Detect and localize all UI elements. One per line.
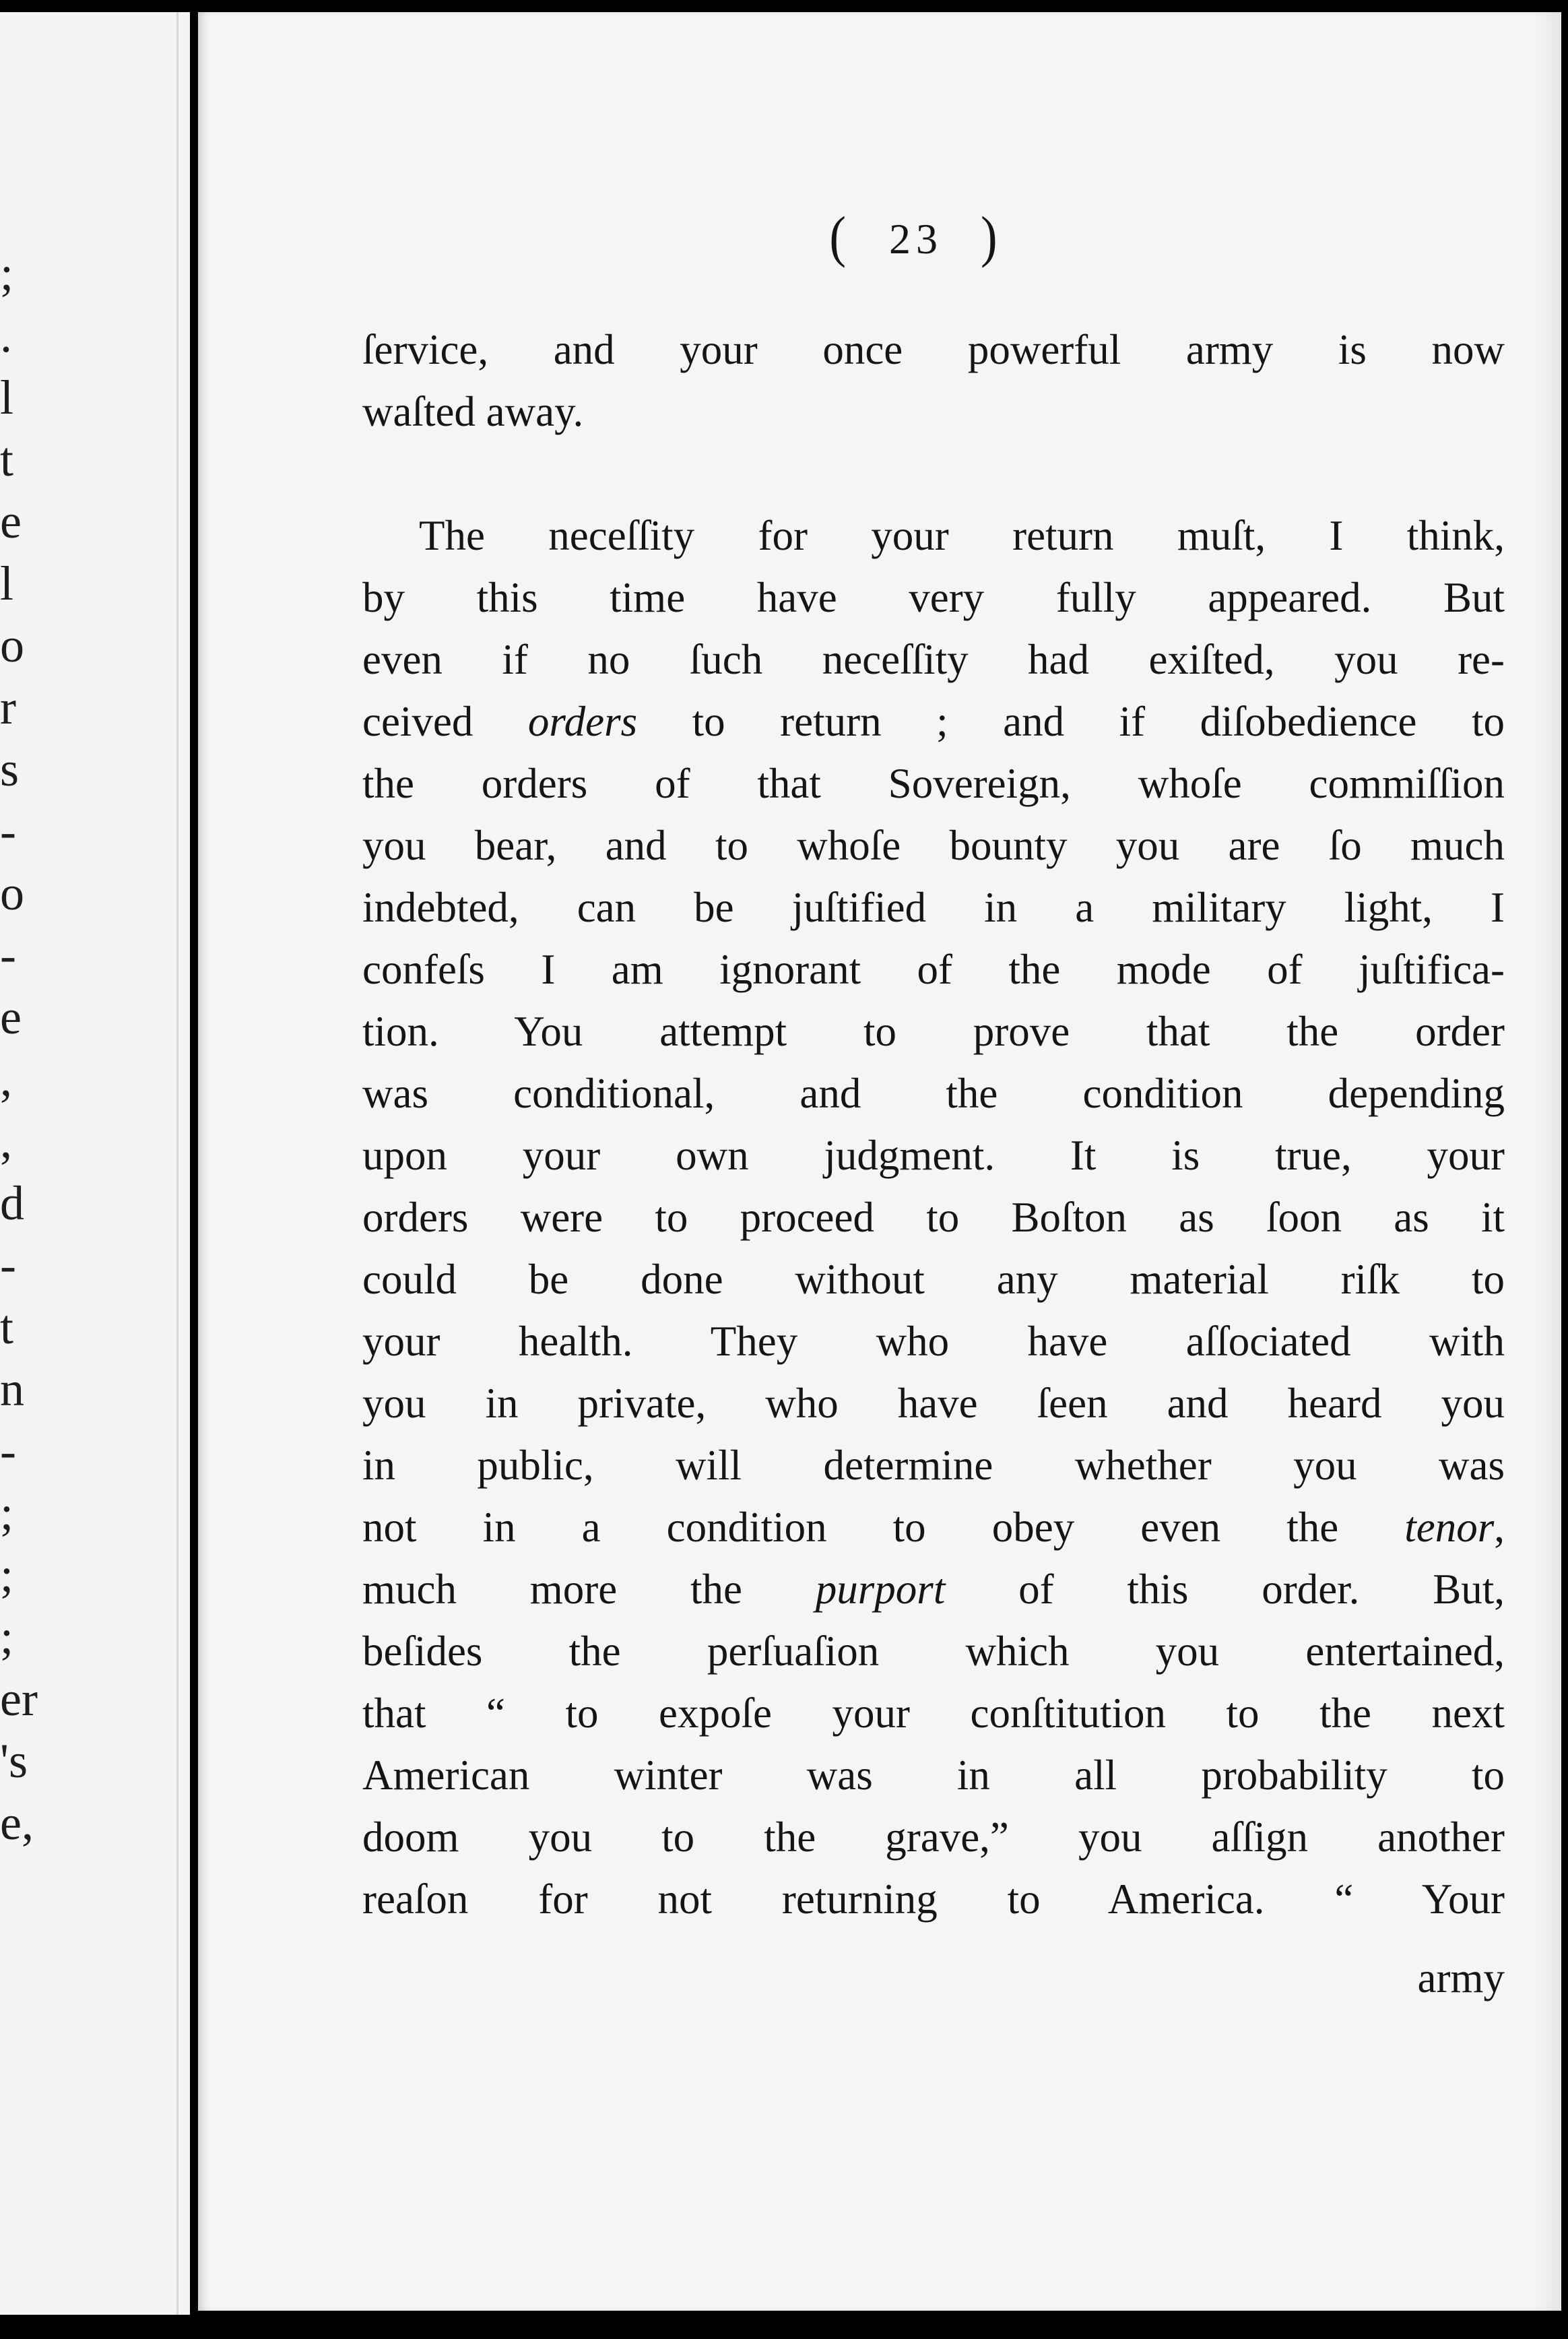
text-line: by this time have very fully appeared. But — [362, 574, 1505, 621]
edge-character: e, — [0, 1796, 34, 1850]
catchword: army — [1417, 1954, 1505, 2001]
edge-character: s — [0, 742, 20, 796]
edge-character: t — [0, 432, 14, 486]
edge-character: t — [0, 1300, 14, 1354]
text-line: The neceſſity for your return muſt, I think, — [419, 512, 1505, 559]
text-line: indebted, can be juſtified in a military light, I — [362, 884, 1505, 931]
right-page — [198, 12, 1561, 2311]
text-line: reaſon for not returning to America. “ Your — [362, 1876, 1505, 1923]
edge-character: l — [0, 371, 14, 424]
edge-character: e — [0, 990, 22, 1044]
text-line: ſervice, and your once powerful army is now — [362, 326, 1505, 373]
text-line: even if no ſuch neceſſity had exiſted, you re- — [362, 636, 1505, 683]
text-line: could be done without any material riſk to — [362, 1256, 1505, 1303]
edge-character: , — [0, 1052, 12, 1106]
text-line: American winter was in all probability to — [362, 1752, 1505, 1799]
edge-character: d — [0, 1176, 24, 1230]
page-number-value: 23 — [889, 215, 943, 263]
text-line: you in private, who have ſeen and heard you — [362, 1380, 1505, 1427]
italic-word: purport — [815, 1566, 946, 1613]
edge-character: er — [0, 1672, 38, 1726]
paragraph-break — [362, 443, 1505, 505]
text-line: beſides the perſuaſion which you entertained, — [362, 1628, 1505, 1675]
italic-word: orders — [527, 698, 638, 745]
edge-character: 's — [0, 1734, 28, 1788]
page-edge-shade — [1534, 12, 1561, 2311]
edge-character: n — [0, 1362, 24, 1416]
page-number-open-paren: ( — [829, 205, 851, 269]
text-segment: ceived — [362, 698, 528, 745]
text-line: was conditional, and the condition depending — [362, 1070, 1505, 1117]
text-segment: much more the — [362, 1566, 816, 1613]
text-line — [362, 1496, 1505, 1558]
edge-character: . — [0, 309, 12, 362]
text-line: you bear, and to whoſe bounty you are ſo much — [362, 822, 1505, 869]
edge-character: ; — [0, 247, 14, 300]
edge-character: o — [0, 866, 24, 920]
text-line: doom you to the grave,” you aſſign another — [362, 1814, 1505, 1861]
edge-character: - — [0, 928, 16, 982]
edge-character: ; — [0, 1610, 14, 1664]
edge-character: r — [0, 680, 16, 734]
edge-character: - — [0, 1238, 16, 1292]
text-segment: of this order. But, — [945, 1566, 1505, 1613]
text-segment: to return ; and if diſobedience to — [637, 698, 1505, 745]
left-page-fore-edge-line — [176, 12, 178, 2315]
text-line: that “ to expoſe your conſtitution to the next — [362, 1690, 1505, 1737]
text-line: your health. They who have aſſociated with — [362, 1318, 1505, 1365]
edge-character: ; — [0, 1548, 14, 1602]
italic-word: tenor — [1404, 1504, 1495, 1551]
text-line: waſted away. — [362, 388, 584, 435]
left-page-edge — [0, 12, 190, 2315]
edge-character: l — [0, 556, 14, 610]
edge-character: o — [0, 618, 24, 672]
text-segment: , — [1494, 1504, 1505, 1551]
edge-character: ; — [0, 1486, 14, 1540]
text-line — [362, 1558, 1505, 1620]
text-line: tion. You attempt to prove that the order — [362, 1008, 1505, 1055]
edge-character: - — [0, 804, 16, 858]
text-line: upon your own judgment. It is true, your — [362, 1132, 1505, 1179]
page-number-close-paren: ) — [981, 205, 1003, 269]
text-segment: not in a condition to obey even the — [362, 1504, 1405, 1551]
text-line: confeſs I am ignorant of the mode of juſtifica- — [362, 946, 1505, 993]
text-line: orders were to proceed to Boſton as ſoon as it — [362, 1194, 1505, 1241]
edge-character: - — [0, 1424, 16, 1478]
text-line: the orders of that Sovereign, whoſe commiſſion — [362, 760, 1505, 807]
book-gutter — [190, 0, 198, 2339]
text-line — [362, 691, 1505, 752]
page-number — [700, 205, 1132, 269]
text-line: in public, will determine whether you was — [362, 1442, 1505, 1489]
edge-character: e — [0, 494, 22, 548]
edge-character: , — [0, 1114, 12, 1168]
body-text — [362, 319, 1505, 1930]
